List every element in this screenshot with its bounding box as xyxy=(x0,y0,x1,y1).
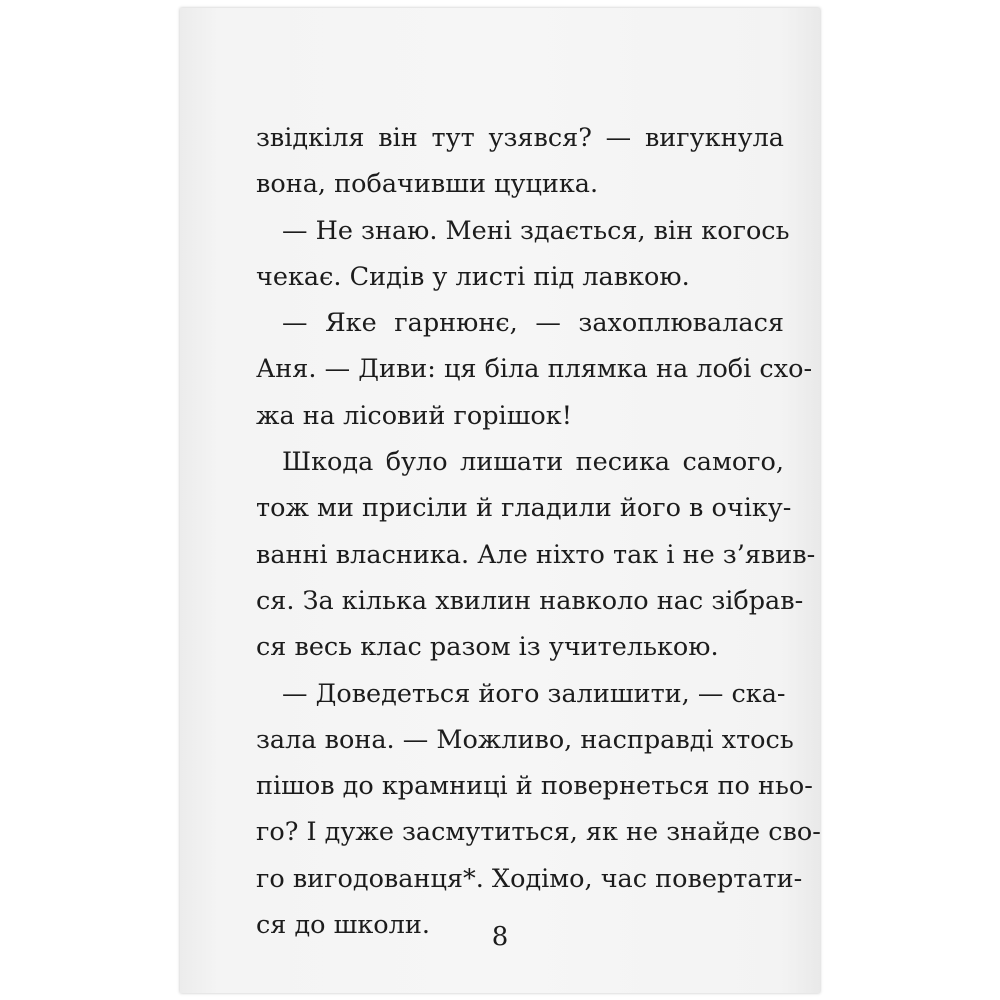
text-line: зала вона. — Можливо, насправді хтось xyxy=(256,724,794,755)
text-line: — Доведеться його залишити, — ска- xyxy=(282,678,786,709)
text-line: го вигодованця*. Ходімо, час повертати- xyxy=(256,863,803,894)
text-line: ся до школи. xyxy=(256,910,430,941)
text-line: — Не знаю. Мені здається, він когось xyxy=(282,215,790,246)
text-line: вона, побачивши цуцика. xyxy=(256,169,599,200)
text-line: чекає. Сидів у листі під лавкою. xyxy=(256,261,690,292)
text-line: жа на лісовий горішок! xyxy=(256,400,572,431)
text-line: тож ми присіли й гладили його в очіку- xyxy=(256,493,792,524)
text-line: звідкіля він тут узявся? — вигукнула xyxy=(256,123,784,153)
text-line: Шкода було лишати песика самого, xyxy=(282,447,784,478)
text-line: Аня. — Диви: ця біла плямка на лобі схо- xyxy=(256,354,813,385)
text-line: — Яке гарнюнє, — захоплювалася xyxy=(282,308,784,339)
text-line: ся весь клас разом із учителькою. xyxy=(256,632,719,663)
page-number: 8 xyxy=(491,922,509,952)
text-line: ванні власника. Але ніхто так і не з’явив- xyxy=(256,539,816,570)
text-line: пішов до крамниці й повернеться по ньо- xyxy=(256,771,813,802)
body-text xyxy=(256,115,821,948)
text-line: ся. За кілька хвилин навколо нас зібрав- xyxy=(256,585,804,616)
text-line: го? І дуже засмутиться, як не знайде сво- xyxy=(256,817,821,848)
